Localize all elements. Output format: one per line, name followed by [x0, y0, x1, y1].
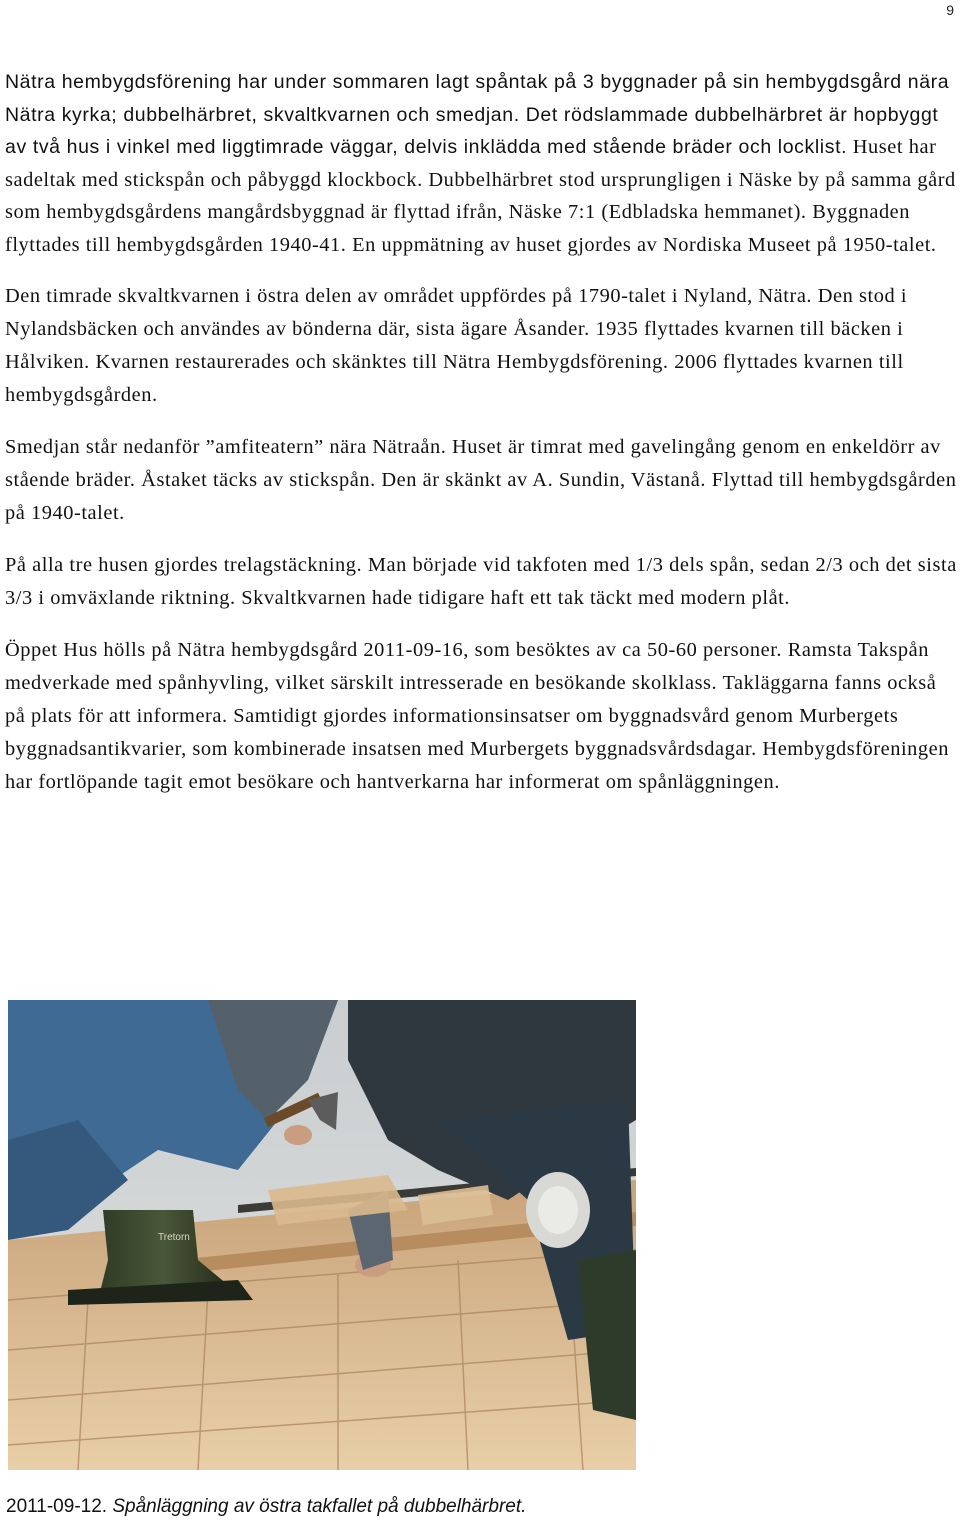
roofing-photo	[8, 1000, 636, 1470]
paragraph-trelagstackning: På alla tre husen gjordes trelagstäckning. Man började vid takfoten med 1/3 dels spån, sedan 2/3 och det sista 3/3 i omväxlande riktning. Skvaltkvarnen hade tidigare haft ett tak täckt med modern plåt.	[5, 554, 957, 609]
paragraph-hembygdsforening	[5, 66, 957, 261]
body-text	[5, 66, 957, 818]
paragraph-oppet-hus: Öppet Hus hölls på Nätra hembygdsgård 2011-09-16, som besöktes av ca 50-60 personer. Ramsta Takspån medverkade med spånhyvling, vilket särskilt intresserade en besökande skolklass. Takläggarna fanns också på plats för att informera. Samtidigt gjordes informationsinsatser om byggnadsvård genom Murbergets byggnadsantikvarier, som kombinerade insatsen med Murbergets byggnadsvårdsdagar. Hembygdsföreningen har fortlöpande tagit emot besökare och hantverkarna har informerat om spånläggningen.	[5, 639, 949, 793]
caption-date: 2011-09-12.	[6, 1496, 108, 1517]
roofing-photo-illustration	[8, 1000, 636, 1470]
page-number: 9	[946, 2, 954, 18]
caption-text: Spånläggning av östra takfallet på dubbelhärbret.	[107, 1496, 527, 1517]
paragraph-skvaltkvarnen: Den timrade skvaltkvarnen i östra delen av området uppfördes på 1790-talet i Nyland, Nätra. Den stod i Nylandsbäcken och användes av bönderna där, sista ägare Åsander. 1935 flyttades kvarnen till bäcken i Hålviken. Kvarnen restaurerades och skänktes till Nätra Hembygdsförening. 2006 flyttades kvarnen till hembygdsgården.	[5, 285, 908, 406]
boot-brand-label: Tretorn	[158, 1232, 190, 1243]
paragraph-smedjan: Smedjan står nedanför ”amfiteatern” nära Nätraån. Huset är timrat med gavelingång genom en enkeldörr av stående bräder. Åstaket täcks av stickspån. Den är skänkt av A. Sundin, Västanå. Flyttad till hembygdsgården på 1940-talet.	[5, 436, 957, 524]
photo-caption	[6, 1496, 526, 1518]
paragraph-1-serif-part: Huset har sadeltak med stickspån och påbyggd klockbock. Dubbelhärbret stod ursprungligen i Näske by på samma gård som hembygdsgårdens mangårdsbyggnad är flyttad ifrån, Näske 7:1 (Edbladska hemmanet). Byggnaden flyttades till hembygdsgården 1940-41. En uppmätning av huset gjordes av Nordiska Museet på 1950-talet.	[5, 136, 956, 256]
paragraph-1-sans-part: Nätra hembygdsförening har under sommaren lagt spåntak på 3 byggnader på sin hembygdsgård nära Nätra kyrka; dubbelhärbret, skvaltkvarnen och smedjan. Det rödslammade dubbelhärbret är hopbyggt av två hus i vinkel med liggtimrade väggar, delvis inklädda med stående bräder och locklist.	[5, 71, 950, 158]
